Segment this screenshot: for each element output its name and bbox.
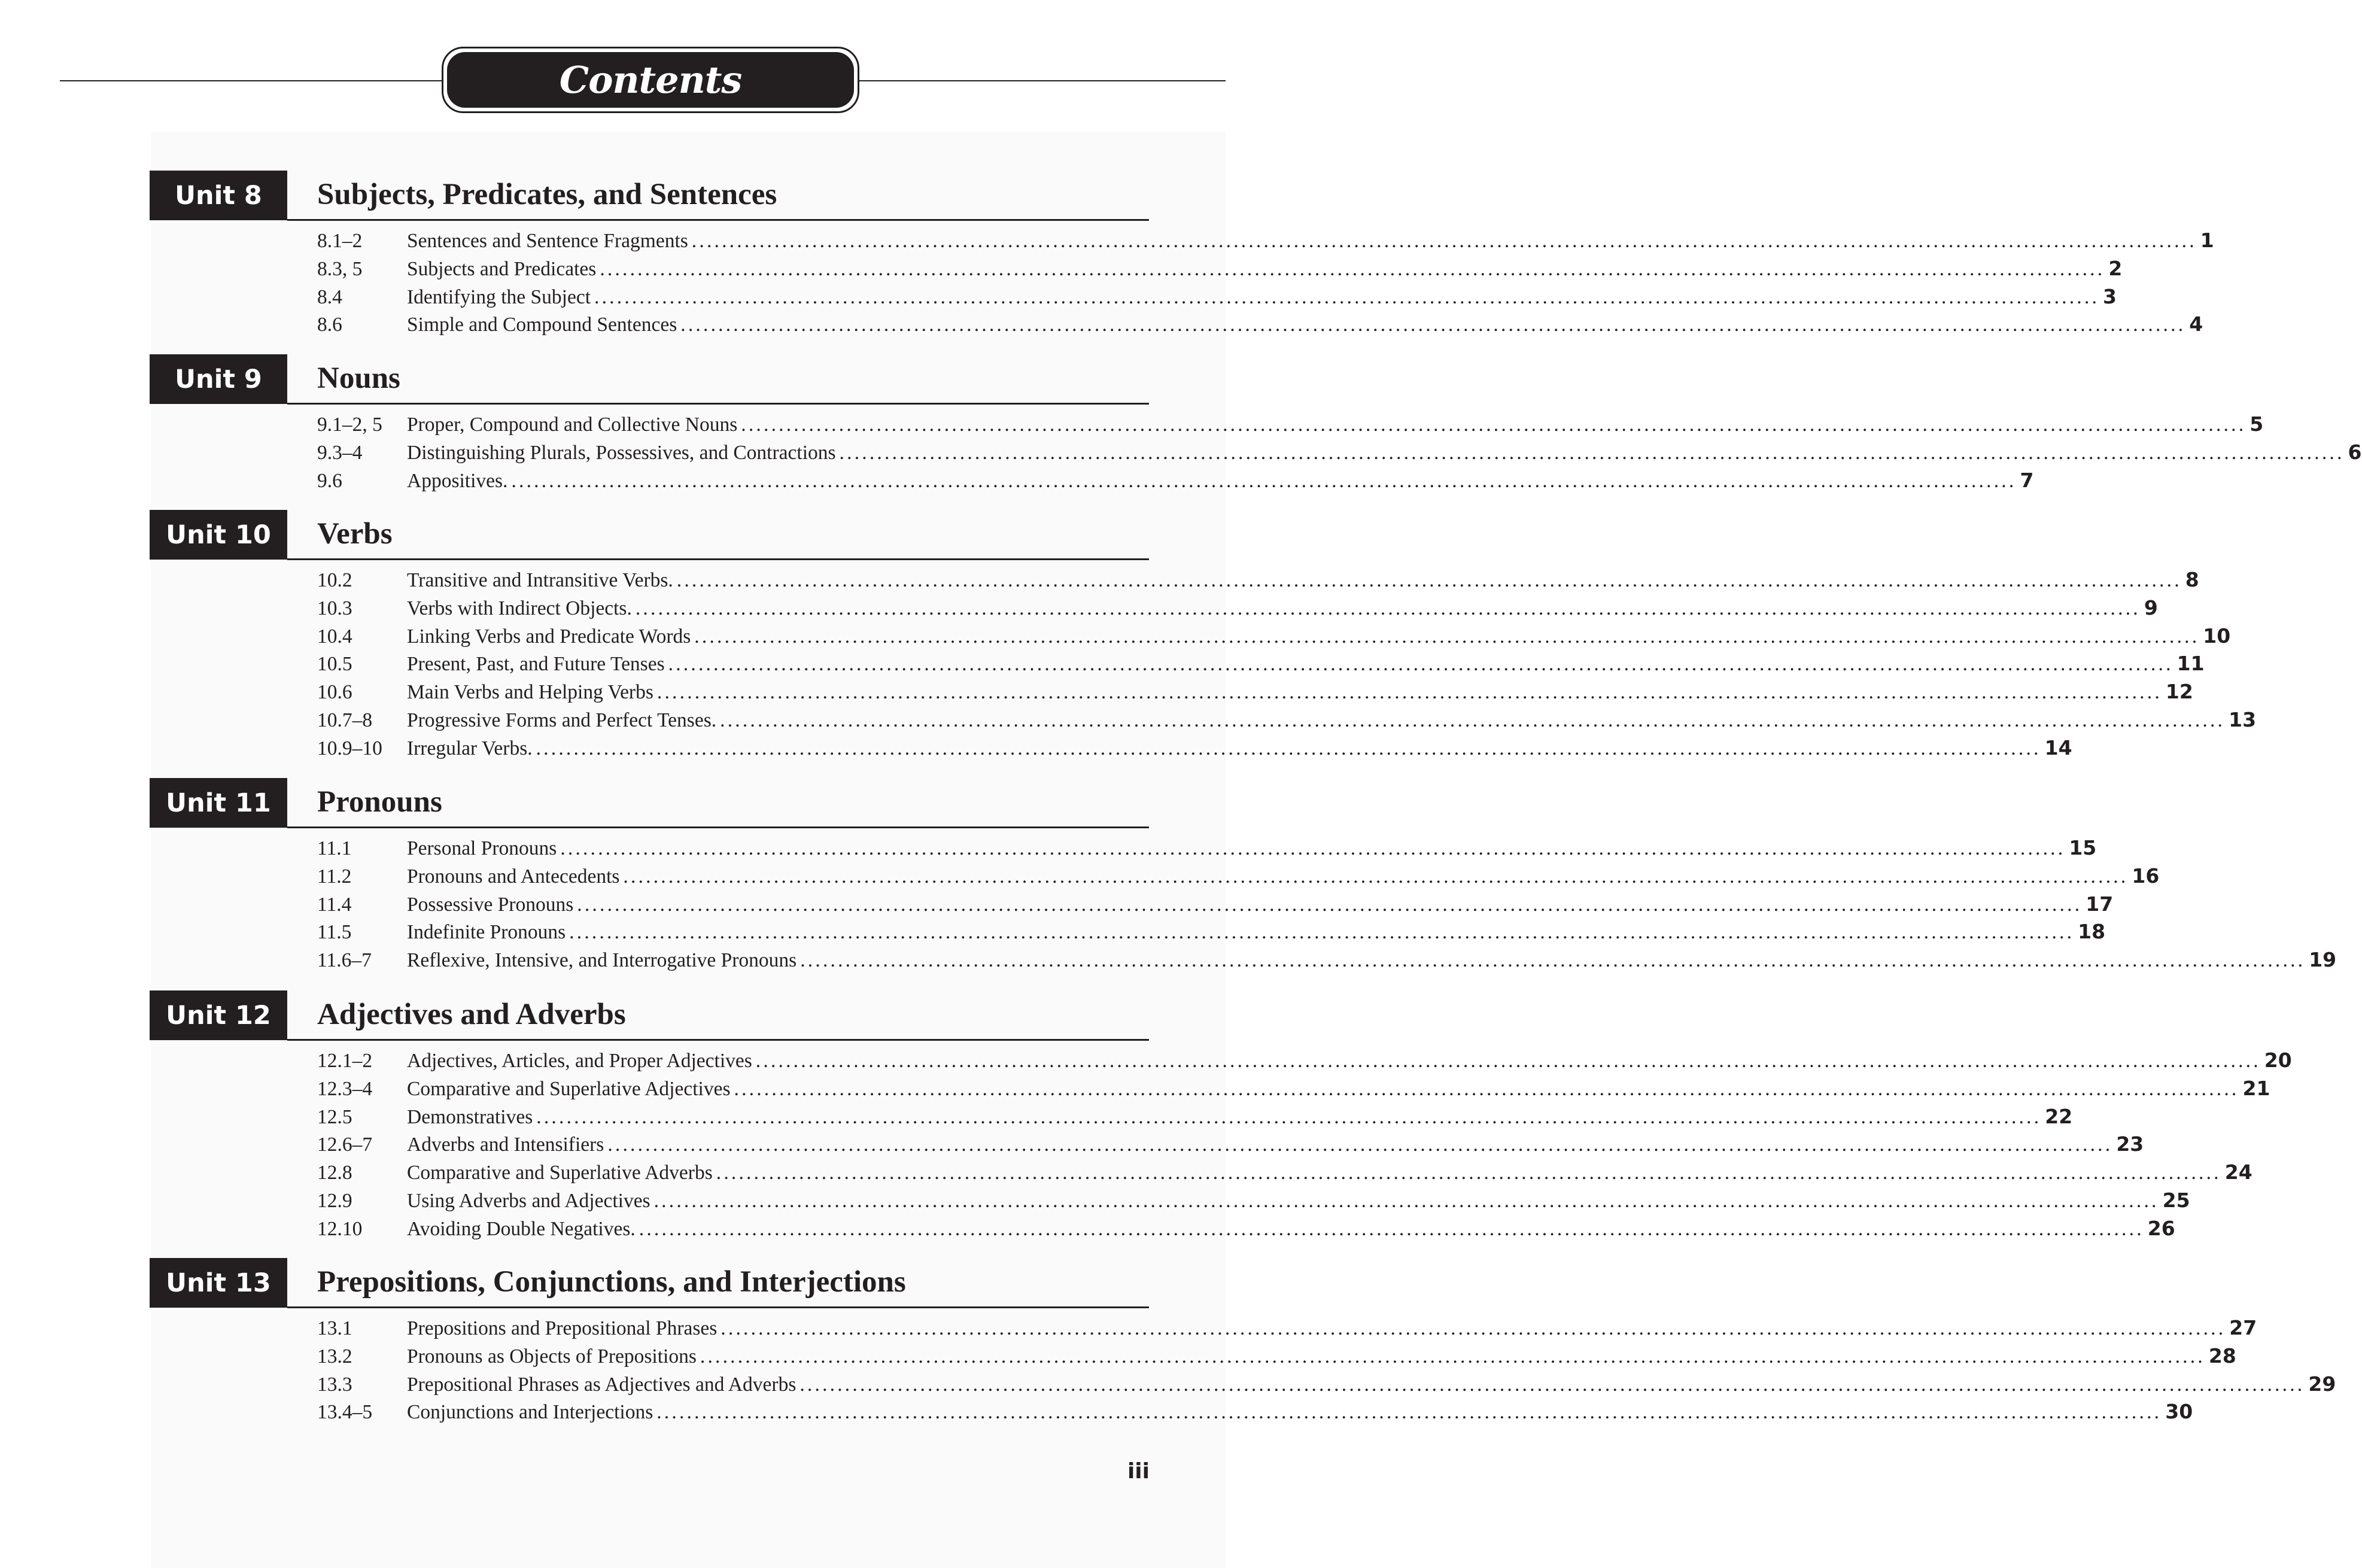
dot-leader: ........................................................................................................................................................................................................	[511, 469, 2017, 492]
toc-entry	[317, 594, 2158, 622]
entry-section-number: 11.1	[317, 837, 352, 859]
entry-title: Prepositional Phrases as Adjectives and Adverbs	[407, 1373, 797, 1396]
entry-section-number: 12.5	[317, 1105, 352, 1128]
entry-title: Using Adverbs and Adjectives	[407, 1189, 650, 1212]
page-number: iii	[1127, 1459, 1150, 1484]
unit-title: Pronouns	[317, 785, 442, 819]
entry-title: Distinguishing Plurals, Possessives, and Contractions	[407, 441, 836, 464]
toc-entry	[317, 918, 2106, 946]
entry-section-number: 10.9–10	[317, 737, 382, 759]
unit-title: Nouns	[317, 361, 400, 395]
entry-title: Main Verbs and Helping Verbs	[407, 681, 653, 704]
toc-entry-list	[317, 411, 2362, 494]
entry-title: Reflexive, Intensive, and Interrogative Pronouns	[407, 949, 797, 972]
dot-leader: ........................................................................................................................................................................................................	[755, 1050, 2261, 1072]
entry-page-number: 6	[2348, 440, 2362, 464]
entry-section-number: 8.1–2	[317, 230, 363, 252]
unit-title: Adjectives and Adverbs	[317, 998, 626, 1031]
entry-page-number: 26	[2147, 1216, 2175, 1240]
entry-section-number: 10.4	[317, 625, 352, 648]
toc-entry-list	[317, 566, 2257, 762]
entry-section-number: 12.6–7	[317, 1134, 373, 1156]
entry-page-number: 30	[2165, 1400, 2193, 1424]
entry-section-number: 12.3–4	[317, 1077, 373, 1100]
unit-title: Verbs	[317, 517, 393, 551]
entry-page-number: 29	[2308, 1372, 2336, 1396]
entry-title: Appositives.	[407, 469, 508, 492]
dot-leader: ........................................................................................................................................................................................................	[676, 569, 2182, 591]
entry-section-number: 11.5	[317, 921, 352, 944]
toc-entry	[317, 1398, 2193, 1426]
entry-section-number: 12.1–2	[317, 1050, 373, 1072]
contents-title-banner-inner	[447, 52, 854, 108]
dot-leader: ........................................................................................................................................................................................................	[741, 414, 2247, 436]
entry-section-number: 12.10	[317, 1217, 363, 1240]
dot-leader: ........................................................................................................................................................................................................	[839, 441, 2345, 464]
dot-leader: ........................................................................................................................................................................................................	[600, 257, 2105, 280]
toc-entry-list	[317, 227, 2214, 339]
toc-entry	[317, 862, 2160, 891]
entry-title: Simple and Compound Sentences	[407, 314, 677, 336]
dot-leader: ........................................................................................................................................................................................................	[720, 709, 2226, 731]
unit-rule	[287, 1039, 1149, 1041]
dot-leader: ........................................................................................................................................................................................................	[700, 1345, 2205, 1368]
entry-section-number: 9.6	[317, 469, 342, 492]
entry-page-number: 17	[2086, 892, 2114, 916]
entry-section-number: 10.2	[317, 569, 352, 591]
entry-section-number: 10.5	[317, 653, 352, 676]
entry-section-number: 11.6–7	[317, 949, 372, 972]
toc-entry	[317, 1342, 2236, 1371]
dot-leader: ........................................................................................................................................................................................................	[716, 1162, 2221, 1184]
page-title: Contents	[559, 58, 742, 102]
dot-leader: ........................................................................................................................................................................................................	[639, 1217, 2144, 1240]
entry-title: Prepositions and Prepositional Phrases	[407, 1317, 718, 1339]
entry-title: Personal Pronouns	[407, 837, 557, 859]
toc-entry	[317, 566, 2199, 594]
entry-title: Irregular Verbs.	[407, 737, 533, 759]
entry-title: Verbs with Indirect Objects.	[407, 597, 632, 619]
toc-entry	[317, 1075, 2270, 1103]
entry-page-number: 20	[2264, 1049, 2292, 1072]
toc-entry	[317, 1047, 2292, 1075]
dot-leader: ........................................................................................................................................................................................................	[721, 1317, 2226, 1339]
dot-leader: ........................................................................................................................................................................................................	[653, 1189, 2159, 1212]
dot-leader: ........................................................................................................................................................................................................	[560, 837, 2066, 859]
entry-page-number: 5	[2249, 412, 2264, 436]
entry-section-number: 9.3–4	[317, 441, 363, 464]
entry-page-number: 27	[2229, 1316, 2257, 1339]
entry-page-number: 12	[2165, 680, 2193, 704]
dot-leader: ........................................................................................................................................................................................................	[607, 1134, 2113, 1156]
entry-title: Pronouns and Antecedents	[407, 865, 620, 888]
unit-rule	[287, 219, 1149, 221]
toc-entry	[317, 734, 2072, 762]
entry-title: Comparative and Superlative Adjectives	[407, 1077, 731, 1100]
dot-leader: ........................................................................................................................................................................................................	[536, 737, 2041, 759]
unit-label: Unit 10	[150, 510, 287, 560]
entry-section-number: 10.6	[317, 681, 352, 704]
entry-page-number: 19	[2309, 948, 2337, 972]
entry-page-number: 23	[2116, 1132, 2144, 1156]
entry-page-number: 7	[2020, 468, 2034, 492]
entry-page-number: 9	[2144, 595, 2158, 619]
entry-section-number: 10.3	[317, 597, 352, 619]
entry-title: Sentences and Sentence Fragments	[407, 230, 688, 252]
entry-title: Adjectives, Articles, and Proper Adjectives	[407, 1050, 752, 1072]
toc-entry	[317, 622, 2231, 651]
dot-leader: ........................................................................................................................................................................................................	[594, 285, 2100, 308]
toc-entry	[317, 1187, 2190, 1215]
entry-page-number: 2	[2108, 256, 2123, 280]
entry-title: Present, Past, and Future Tenses	[407, 653, 665, 676]
unit-label: Unit 11	[150, 778, 287, 828]
entry-section-number: 8.4	[317, 285, 342, 308]
unit-rule	[287, 403, 1149, 405]
toc-entry	[317, 227, 2214, 255]
toc-entry	[317, 834, 2097, 862]
entry-title: Conjunctions and Interjections	[407, 1401, 653, 1424]
unit-label: Unit 8	[150, 171, 287, 220]
toc-entry	[317, 255, 2123, 283]
entry-page-number: 16	[2132, 864, 2160, 888]
unit-rule	[287, 1306, 1149, 1308]
entry-page-number: 14	[2044, 736, 2072, 759]
entry-title: Progressive Forms and Perfect Tenses.	[407, 709, 717, 731]
entry-section-number: 13.4–5	[317, 1401, 373, 1424]
entry-title: Linking Verbs and Predicate Words	[407, 625, 691, 648]
unit-label: Unit 13	[150, 1258, 287, 1308]
toc-entry	[317, 411, 2264, 439]
dot-leader: ........................................................................................................................................................................................................	[656, 1401, 2162, 1424]
dot-leader: ........................................................................................................................................................................................................	[668, 653, 2173, 676]
entry-title: Possessive Pronouns	[407, 893, 574, 916]
dot-leader: ........................................................................................................................................................................................................	[635, 597, 2141, 619]
entry-page-number: 28	[2208, 1344, 2236, 1368]
toc-entry-list	[317, 1314, 2336, 1426]
unit-title: Prepositions, Conjunctions, and Interjections	[317, 1265, 906, 1299]
unit-rule	[287, 826, 1149, 828]
dot-leader: ........................................................................................................................................................................................................	[577, 893, 2083, 916]
dot-leader: ........................................................................................................................................................................................................	[536, 1105, 2042, 1128]
entry-section-number: 8.3, 5	[317, 257, 363, 280]
entry-page-number: 4	[2189, 312, 2203, 336]
dot-leader: ........................................................................................................................................................................................................	[680, 314, 2186, 336]
dot-leader: ........................................................................................................................................................................................................	[569, 921, 2075, 944]
dot-leader: ........................................................................................................................................................................................................	[800, 1373, 2305, 1396]
entry-section-number: 8.6	[317, 314, 342, 336]
unit-title: Subjects, Predicates, and Sentences	[317, 178, 777, 211]
entry-section-number: 13.1	[317, 1317, 352, 1339]
toc-entry-list	[317, 834, 2337, 974]
entry-page-number: 15	[2069, 836, 2097, 859]
dot-leader: ........................................................................................................................................................................................................	[694, 625, 2200, 648]
dot-leader: ........................................................................................................................................................................................................	[734, 1077, 2239, 1100]
entry-page-number: 24	[2224, 1160, 2252, 1184]
entry-page-number: 18	[2078, 920, 2106, 944]
entry-page-number: 25	[2162, 1188, 2190, 1212]
toc-entry	[317, 946, 2337, 974]
toc-entry	[317, 678, 2193, 706]
entry-section-number: 13.2	[317, 1345, 352, 1368]
toc-entry	[317, 283, 2117, 311]
toc-entry	[317, 311, 2203, 339]
toc-entry	[317, 1371, 2336, 1399]
entry-section-number: 9.1–2, 5	[317, 414, 382, 436]
toc-entry	[317, 1159, 2252, 1187]
entry-section-number: 12.8	[317, 1162, 352, 1184]
entry-title: Pronouns as Objects of Prepositions	[407, 1345, 697, 1368]
entry-title: Identifying the Subject	[407, 285, 591, 308]
entry-page-number: 11	[2176, 652, 2205, 676]
entry-page-number: 10	[2203, 624, 2231, 648]
entry-page-number: 3	[2103, 284, 2117, 308]
dot-leader: ........................................................................................................................................................................................................	[691, 230, 2197, 252]
toc-entry	[317, 1131, 2144, 1159]
entry-title: Indefinite Pronouns	[407, 921, 566, 944]
entry-page-number: 21	[2242, 1076, 2270, 1100]
entry-title: Transitive and Intransitive Verbs.	[407, 569, 673, 591]
toc-entry	[317, 1314, 2257, 1342]
entry-page-number: 13	[2229, 707, 2257, 731]
entry-title: Subjects and Predicates	[407, 257, 597, 280]
toc-entry-list	[317, 1047, 2292, 1243]
entry-section-number: 10.7–8	[317, 709, 373, 731]
toc-entry	[317, 706, 2257, 734]
unit-label: Unit 9	[150, 354, 287, 404]
entry-section-number: 11.2	[317, 865, 352, 888]
entry-section-number: 13.3	[317, 1373, 352, 1396]
toc-entry	[317, 891, 2114, 919]
entry-title: Demonstratives	[407, 1105, 533, 1128]
entry-title: Comparative and Superlative Adverbs	[407, 1162, 713, 1184]
toc-entry	[317, 439, 2362, 467]
dot-leader: ........................................................................................................................................................................................................	[800, 949, 2306, 972]
toc-entry	[317, 467, 2034, 495]
entry-title: Avoiding Double Negatives.	[407, 1217, 636, 1240]
toc-entry	[317, 650, 2205, 678]
entry-page-number: 22	[2045, 1104, 2073, 1128]
entry-title: Adverbs and Intensifiers	[407, 1134, 604, 1156]
toc-entry	[317, 1215, 2175, 1243]
entry-title: Proper, Compound and Collective Nouns	[407, 414, 738, 436]
unit-label: Unit 12	[150, 990, 287, 1040]
entry-page-number: 1	[2200, 229, 2214, 252]
contents-title-banner	[442, 47, 859, 113]
toc-entry	[317, 1103, 2073, 1131]
dot-leader: ........................................................................................................................................................................................................	[656, 681, 2162, 704]
unit-rule	[287, 558, 1149, 560]
entry-section-number: 12.9	[317, 1189, 352, 1212]
entry-section-number: 11.4	[317, 893, 352, 916]
dot-leader: ........................................................................................................................................................................................................	[623, 865, 2129, 888]
entry-page-number: 8	[2185, 568, 2199, 591]
